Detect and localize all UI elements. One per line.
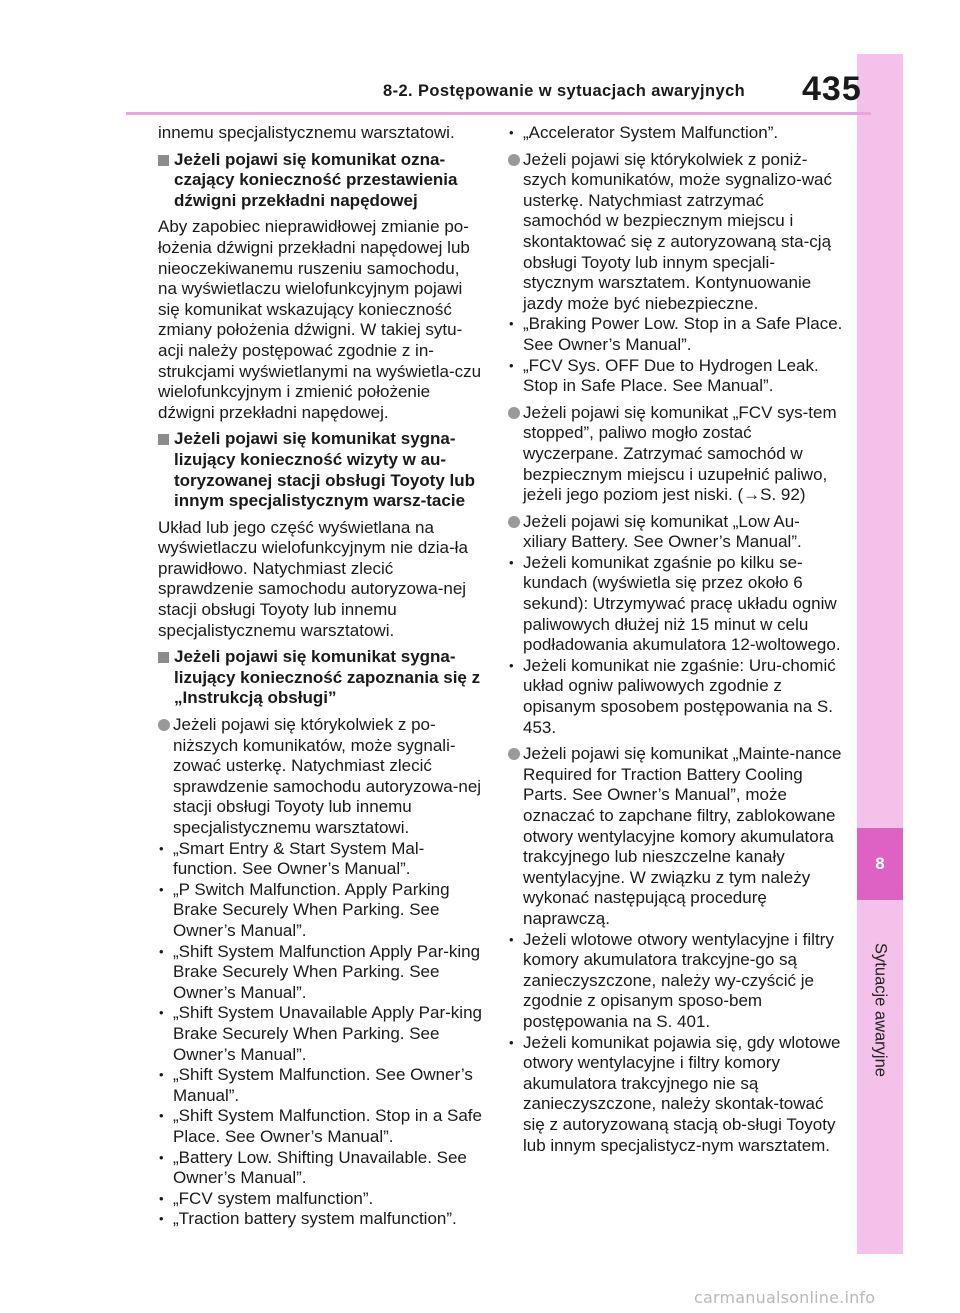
left-column [158,123,483,1230]
list-item: • „Shift System Malfunction. Stop in a Safe Place. See Owner’s Manual”. [158,1106,483,1147]
list-item: • Jeżeli komunikat nie zgaśnie: Uru-chomić układ ogniw paliwowych zgodnie z opisanym sposobem postępowania na S. 453. [508,656,843,738]
circle-bullet-paragraph: Jeżeli pojawi się komunikat „FCV sys-tem stopped”, paliwo mogło zostać wyczerpane. Zatrzymać samochód w bezpiecznym miejscu i uzupełnić paliwo, jeżeli jego poziom jest niski. (→S. 92) [508,403,843,506]
chapter-number-badge: 8 [857,828,903,900]
circle-bullet-paragraph: Jeżeli pojawi się którykolwiek z po-niższych komunikatów, może sygnali-zować usterkę. Natychmiast zlecić sprawdzenie samochodu autoryzowa-nej stacji obsługi Toyoty lub innemu specjalistycznemu warsztatowi. [158,715,483,839]
circle-bullet-paragraph: Jeżeli pojawi się komunikat „Low Au-xiliary Battery. See Owner’s Manual”. [508,512,843,553]
page-number: 435 [802,70,862,108]
section-heading: Jeżeli pojawi się komunikat sygna-lizujący konieczność wizyty w au-toryzowanej stacji obsługi Toyoty lub innym specjalistycznym warsz-tacie [158,429,483,511]
list-item: • „Shift System Malfunction. See Owner’s Manual”. [158,1065,483,1106]
running-header: 8-2. Postępowanie w sytuacjach awaryjnych [383,82,746,100]
list-item: • „Shift System Malfunction Apply Par-king Brake Securely When Parking. See Owner’s Manual”. [158,942,483,1004]
body-paragraph: Układ lub jego część wyświetlana na wyświetlaczu wielofunkcyjnym nie dzia-ła prawidłowo. Natychmiast zlecić sprawdzenie samochodu autoryzowa-nej stacji obsługi Toyoty lub innemu specjalistycznemu warsztatowi. [158,517,468,640]
body-paragraph: Aby zapobiec nieprawidłowej zmianie po-łożenia dźwigni przekładni napędowej lub nieoczekiwanemu ruszeniu samochodu, na wyświetlaczu wielofunkcyjnym pojawi się komunikat wskazujący konieczność zmiany położenia dźwigni. W takiej sytu-acji należy postępować zgodnie z in-strukcjami wyświetlanymi na wyświetla-czu wielofunkcyjnym i zmienić położenie dźwigni przekładni napędowej. [158,217,482,422]
list-item: • „Traction battery system malfunction”. [158,1209,483,1230]
right-column [508,123,843,1156]
list-item: • Jeżeli komunikat pojawia się, gdy wlotowe otwory wentylacyjne i filtry komory akumulatora trakcyjnego nie są zanieczyszczone, należy skontak-tować się z autoryzowaną stacją ob-sługi Toyoty lub innym specjalistycz-nym warsztatem. [508,1033,843,1157]
chapter-title: Sytuacje awaryjne [871,943,890,1077]
list-item: • „Shift System Unavailable Apply Par-king Brake Securely When Parking. See Owner’s Manual”. [158,1003,483,1065]
section-heading: Jeżeli pojawi się komunikat ozna-czający konieczność przestawienia dźwigni przekładni napędowej [158,150,483,212]
site-watermark: carmanualsonline.info [694,1288,876,1307]
intro-paragraph: innemu specjalistycznemu warsztatowi. [158,123,455,142]
list-item: • „FCV Sys. OFF Due to Hydrogen Leak. Stop in Safe Place. See Manual”. [508,356,843,397]
list-item: • „FCV system malfunction”. [158,1189,483,1210]
circle-bullet-paragraph: Jeżeli pojawi się komunikat „Mainte-nance Required for Traction Battery Cooling Parts. See Owner’s Manual”, może oznaczać to zapchane filtry, zablokowane otwory wentylacyjne komory akumulatora trakcyjnego lub nieszczelne kanały wentylacyjne. W związku z tym należy wykonać następującą procedurę naprawczą. [508,744,843,929]
list-item: • Jeżeli komunikat zgaśnie po kilku se-kundach (wyświetla się przez około 6 sekund): Utrzymywać pracę układu ogniw paliwowych dłużej niż 15 minut w celu podładowania akumulatora 12-woltowego. [508,553,843,656]
list-item: • „Accelerator System Malfunction”. [508,123,843,144]
list-item: • Jeżeli wlotowe otwory wentylacyjne i filtry komory akumulatora trakcyjne-go są zanieczyszczone, należy wy-czyścić je zgodnie z opisanym sposo-bem postępowania na S. 401. [508,930,843,1033]
circle-bullet-paragraph: Jeżeli pojawi się którykolwiek z poniż-szych komunikatów, może sygnalizo-wać usterkę. Natychmiast zatrzymać samochód w bezpiecznym miejscu i skontaktować się z autoryzowaną sta-cją obsługi Toyoty lub innym specjali-stycznym warsztatem. Kontynuowanie jazdy może być niebezpieczne. [508,150,843,315]
list-item: • „Braking Power Low. Stop in a Safe Place. See Owner’s Manual”. [508,314,843,355]
list-item: • „Battery Low. Shifting Unavailable. See Owner’s Manual”. [158,1148,483,1189]
list-item: • „P Switch Malfunction. Apply Parking Brake Securely When Parking. See Owner’s Manual”. [158,880,483,942]
list-item: • „Smart Entry & Start System Mal-function. See Owner’s Manual”. [158,839,483,880]
section-heading: Jeżeli pojawi się komunikat sygna-lizujący konieczność zapoznania się z „Instrukcją obsługi” [158,647,483,709]
header-divider [126,112,871,115]
